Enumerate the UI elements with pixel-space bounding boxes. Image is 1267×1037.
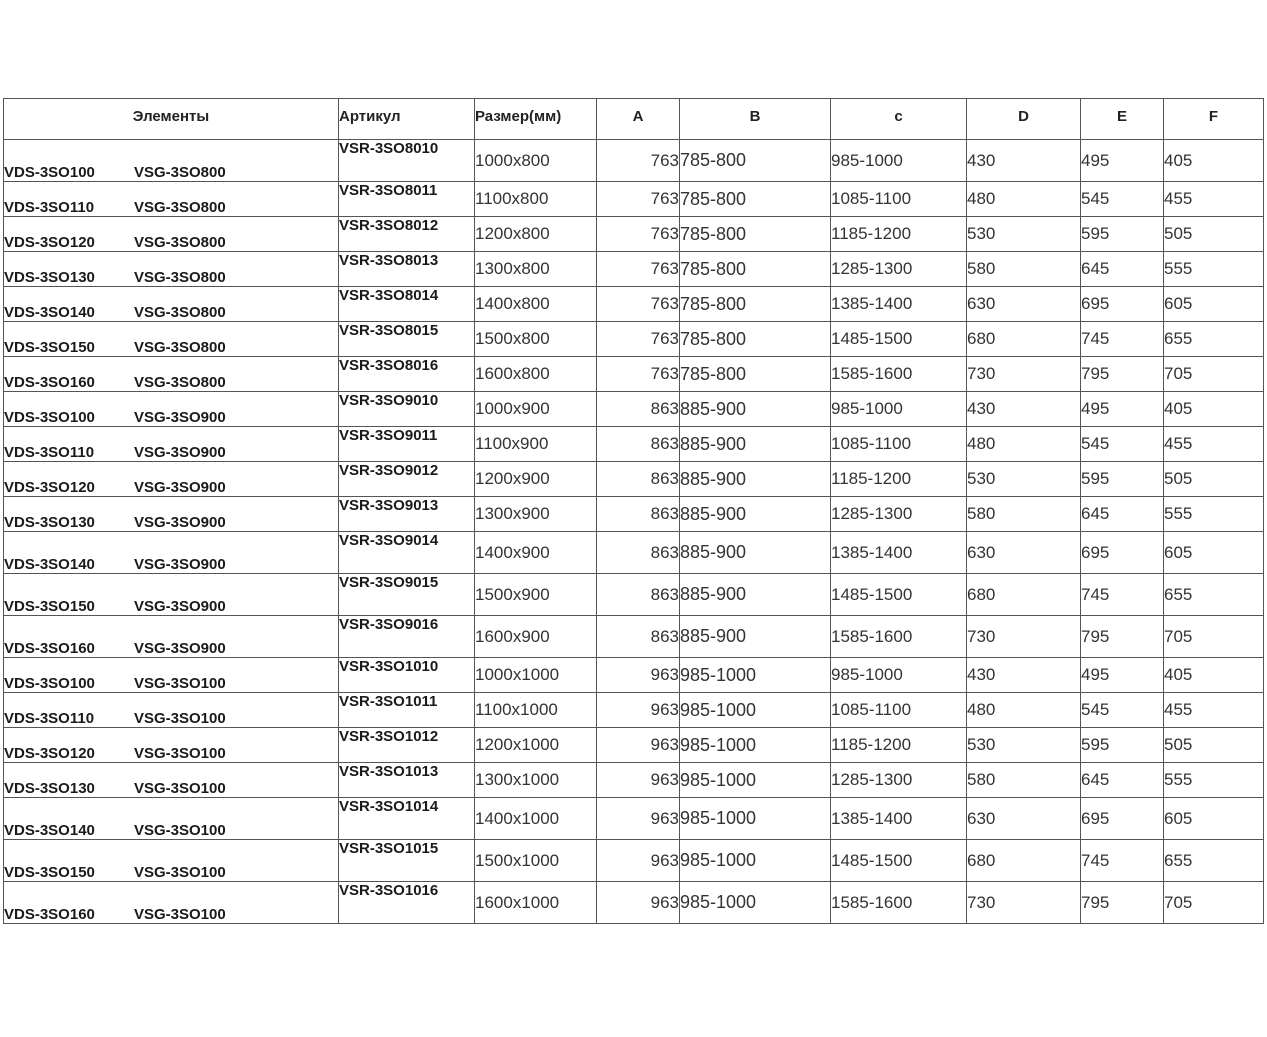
dimension-d-cell: 530 xyxy=(967,728,1081,763)
door-code: VDS-3SO130 xyxy=(4,514,95,531)
elements-cell xyxy=(4,616,339,658)
dimension-f-cell: 405 xyxy=(1164,392,1264,427)
header-c: c xyxy=(831,99,967,140)
dimension-a-cell: 763 xyxy=(597,140,680,182)
glass-code: VSG-3SO900 xyxy=(134,409,226,426)
dimension-b-cell: 985-1000 xyxy=(680,658,831,693)
header-size: Размер(мм) xyxy=(475,99,597,140)
article-cell: VSR-3SO8011 xyxy=(339,182,475,217)
dimension-d-cell: 480 xyxy=(967,182,1081,217)
dimension-f-cell: 605 xyxy=(1164,287,1264,322)
door-code: VDS-3SO140 xyxy=(4,822,95,839)
dimension-c-cell: 1085-1100 xyxy=(831,182,967,217)
article-cell: VSR-3SO8014 xyxy=(339,287,475,322)
dimension-c-cell: 1585-1600 xyxy=(831,616,967,658)
door-code: VDS-3SO120 xyxy=(4,745,95,762)
article-cell: VSR-3SO9015 xyxy=(339,574,475,616)
dimension-c-cell: 985-1000 xyxy=(831,658,967,693)
article-cell: VSR-3SO8013 xyxy=(339,252,475,287)
door-code: VDS-3SO120 xyxy=(4,234,95,251)
dimension-a-cell: 763 xyxy=(597,287,680,322)
door-code: VDS-3SO120 xyxy=(4,479,95,496)
glass-code: VSG-3SO800 xyxy=(134,269,226,286)
glass-code: VSG-3SO900 xyxy=(134,640,226,657)
dimension-d-cell: 630 xyxy=(967,532,1081,574)
elements-cell xyxy=(4,462,339,497)
dimension-a-cell: 763 xyxy=(597,357,680,392)
size-cell: 1300x800 xyxy=(475,252,597,287)
elements-cell xyxy=(4,427,339,462)
dimension-e-cell: 595 xyxy=(1081,728,1164,763)
dimension-b-cell: 785-800 xyxy=(680,140,831,182)
size-cell: 1500x900 xyxy=(475,574,597,616)
dimension-e-cell: 545 xyxy=(1081,693,1164,728)
dimension-d-cell: 680 xyxy=(967,840,1081,882)
dimension-c-cell: 985-1000 xyxy=(831,392,967,427)
door-code: VDS-3SO160 xyxy=(4,640,95,657)
door-code: VDS-3SO140 xyxy=(4,304,95,321)
dimension-f-cell: 705 xyxy=(1164,616,1264,658)
dimension-d-cell: 480 xyxy=(967,693,1081,728)
dimension-c-cell: 1185-1200 xyxy=(831,217,967,252)
elements-cell xyxy=(4,287,339,322)
dimension-c-cell: 1485-1500 xyxy=(831,840,967,882)
size-cell: 1600x800 xyxy=(475,357,597,392)
elements-cell xyxy=(4,252,339,287)
dimension-b-cell: 785-800 xyxy=(680,182,831,217)
dimension-b-cell: 785-800 xyxy=(680,217,831,252)
glass-code: VSG-3SO100 xyxy=(134,864,226,881)
table-row xyxy=(4,532,1264,574)
header-a: A xyxy=(597,99,680,140)
elements-cell xyxy=(4,182,339,217)
header-row xyxy=(4,99,1264,140)
size-cell: 1100x800 xyxy=(475,182,597,217)
dimension-f-cell: 455 xyxy=(1164,693,1264,728)
header-elements: Элементы xyxy=(4,99,339,140)
door-code: VDS-3SO110 xyxy=(4,199,95,216)
dimension-c-cell: 1485-1500 xyxy=(831,322,967,357)
dimension-e-cell: 645 xyxy=(1081,497,1164,532)
dimension-c-cell: 1285-1300 xyxy=(831,763,967,798)
dimension-a-cell: 863 xyxy=(597,532,680,574)
article-cell: VSR-3SO9011 xyxy=(339,427,475,462)
door-code: VDS-3SO160 xyxy=(4,374,95,391)
door-code: VDS-3SO130 xyxy=(4,269,95,286)
spec-table xyxy=(3,98,1264,924)
size-cell: 1300x1000 xyxy=(475,763,597,798)
table-row xyxy=(4,427,1264,462)
size-cell: 1200x1000 xyxy=(475,728,597,763)
door-code: VDS-3SO110 xyxy=(4,444,95,461)
dimension-a-cell: 963 xyxy=(597,658,680,693)
dimension-a-cell: 763 xyxy=(597,217,680,252)
dimension-f-cell: 605 xyxy=(1164,532,1264,574)
dimension-e-cell: 595 xyxy=(1081,462,1164,497)
dimension-f-cell: 555 xyxy=(1164,252,1264,287)
dimension-f-cell: 555 xyxy=(1164,497,1264,532)
dimension-d-cell: 580 xyxy=(967,497,1081,532)
dimension-b-cell: 885-900 xyxy=(680,427,831,462)
article-cell: VSR-3SO1010 xyxy=(339,658,475,693)
article-cell: VSR-3SO9012 xyxy=(339,462,475,497)
dimension-b-cell: 985-1000 xyxy=(680,882,831,924)
dimension-d-cell: 530 xyxy=(967,217,1081,252)
dimension-e-cell: 745 xyxy=(1081,840,1164,882)
article-cell: VSR-3SO9013 xyxy=(339,497,475,532)
table-row xyxy=(4,357,1264,392)
dimension-c-cell: 1185-1200 xyxy=(831,728,967,763)
size-cell: 1400x800 xyxy=(475,287,597,322)
glass-code: VSG-3SO900 xyxy=(134,444,226,461)
dimension-b-cell: 885-900 xyxy=(680,497,831,532)
dimension-b-cell: 885-900 xyxy=(680,392,831,427)
dimension-b-cell: 785-800 xyxy=(680,322,831,357)
glass-code: VSG-3SO100 xyxy=(134,906,226,923)
table-body xyxy=(4,140,1264,924)
dimension-d-cell: 580 xyxy=(967,252,1081,287)
dimension-d-cell: 630 xyxy=(967,287,1081,322)
dimension-e-cell: 795 xyxy=(1081,882,1164,924)
table-row xyxy=(4,728,1264,763)
table-row xyxy=(4,140,1264,182)
size-cell: 1600x1000 xyxy=(475,882,597,924)
dimension-f-cell: 655 xyxy=(1164,840,1264,882)
glass-code: VSG-3SO100 xyxy=(134,780,226,797)
dimension-b-cell: 785-800 xyxy=(680,287,831,322)
dimension-b-cell: 885-900 xyxy=(680,574,831,616)
glass-code: VSG-3SO100 xyxy=(134,745,226,762)
elements-cell xyxy=(4,497,339,532)
dimension-b-cell: 785-800 xyxy=(680,252,831,287)
dimension-a-cell: 863 xyxy=(597,616,680,658)
elements-cell xyxy=(4,322,339,357)
elements-cell xyxy=(4,763,339,798)
glass-code: VSG-3SO100 xyxy=(134,710,226,727)
table-row xyxy=(4,322,1264,357)
dimension-b-cell: 885-900 xyxy=(680,462,831,497)
dimension-e-cell: 695 xyxy=(1081,798,1164,840)
table-row xyxy=(4,252,1264,287)
dimension-b-cell: 885-900 xyxy=(680,532,831,574)
size-cell: 1300x900 xyxy=(475,497,597,532)
table-row xyxy=(4,798,1264,840)
dimension-e-cell: 645 xyxy=(1081,763,1164,798)
dimension-e-cell: 745 xyxy=(1081,322,1164,357)
dimension-f-cell: 455 xyxy=(1164,182,1264,217)
dimension-a-cell: 863 xyxy=(597,462,680,497)
glass-code: VSG-3SO800 xyxy=(134,374,226,391)
dimension-e-cell: 495 xyxy=(1081,140,1164,182)
header-e: E xyxy=(1081,99,1164,140)
dimension-d-cell: 730 xyxy=(967,357,1081,392)
dimension-f-cell: 605 xyxy=(1164,798,1264,840)
dimension-e-cell: 595 xyxy=(1081,217,1164,252)
glass-code: VSG-3SO900 xyxy=(134,514,226,531)
elements-cell xyxy=(4,217,339,252)
size-cell: 1600x900 xyxy=(475,616,597,658)
dimension-f-cell: 655 xyxy=(1164,574,1264,616)
dimension-a-cell: 763 xyxy=(597,182,680,217)
dimension-c-cell: 1585-1600 xyxy=(831,882,967,924)
dimension-a-cell: 763 xyxy=(597,252,680,287)
dimension-d-cell: 730 xyxy=(967,882,1081,924)
table-row xyxy=(4,693,1264,728)
dimension-f-cell: 505 xyxy=(1164,462,1264,497)
elements-cell xyxy=(4,574,339,616)
dimension-b-cell: 785-800 xyxy=(680,357,831,392)
dimension-a-cell: 963 xyxy=(597,882,680,924)
size-cell: 1200x800 xyxy=(475,217,597,252)
elements-cell xyxy=(4,693,339,728)
size-cell: 1200x900 xyxy=(475,462,597,497)
dimension-b-cell: 985-1000 xyxy=(680,763,831,798)
size-cell: 1500x800 xyxy=(475,322,597,357)
size-cell: 1500x1000 xyxy=(475,840,597,882)
dimension-a-cell: 963 xyxy=(597,798,680,840)
table-row xyxy=(4,658,1264,693)
dimension-c-cell: 1185-1200 xyxy=(831,462,967,497)
header-article: Артикул xyxy=(339,99,475,140)
door-code: VDS-3SO100 xyxy=(4,409,95,426)
door-code: VDS-3SO140 xyxy=(4,556,95,573)
dimension-a-cell: 863 xyxy=(597,574,680,616)
table-row xyxy=(4,287,1264,322)
elements-cell xyxy=(4,728,339,763)
dimension-c-cell: 1085-1100 xyxy=(831,427,967,462)
size-cell: 1100x1000 xyxy=(475,693,597,728)
elements-cell xyxy=(4,840,339,882)
dimension-e-cell: 545 xyxy=(1081,182,1164,217)
glass-code: VSG-3SO800 xyxy=(134,234,226,251)
dimension-f-cell: 405 xyxy=(1164,140,1264,182)
dimension-f-cell: 505 xyxy=(1164,217,1264,252)
dimension-d-cell: 430 xyxy=(967,392,1081,427)
dimension-d-cell: 480 xyxy=(967,427,1081,462)
article-cell: VSR-3SO8012 xyxy=(339,217,475,252)
elements-cell xyxy=(4,882,339,924)
dimension-c-cell: 1085-1100 xyxy=(831,693,967,728)
table-row xyxy=(4,182,1264,217)
elements-cell xyxy=(4,392,339,427)
dimension-a-cell: 963 xyxy=(597,763,680,798)
article-cell: VSR-3SO9016 xyxy=(339,616,475,658)
article-cell: VSR-3SO8016 xyxy=(339,357,475,392)
table-row xyxy=(4,462,1264,497)
glass-code: VSG-3SO100 xyxy=(134,822,226,839)
dimension-c-cell: 1385-1400 xyxy=(831,532,967,574)
dimension-e-cell: 695 xyxy=(1081,287,1164,322)
size-cell: 1400x1000 xyxy=(475,798,597,840)
size-cell: 1000x900 xyxy=(475,392,597,427)
glass-code: VSG-3SO800 xyxy=(134,339,226,356)
door-code: VDS-3SO150 xyxy=(4,864,95,881)
table-row xyxy=(4,574,1264,616)
door-code: VDS-3SO100 xyxy=(4,164,95,181)
dimension-d-cell: 430 xyxy=(967,658,1081,693)
dimension-c-cell: 1585-1600 xyxy=(831,357,967,392)
dimension-f-cell: 705 xyxy=(1164,882,1264,924)
dimension-a-cell: 963 xyxy=(597,693,680,728)
dimension-b-cell: 985-1000 xyxy=(680,798,831,840)
dimension-e-cell: 645 xyxy=(1081,252,1164,287)
article-cell: VSR-3SO8010 xyxy=(339,140,475,182)
dimension-f-cell: 455 xyxy=(1164,427,1264,462)
dimension-d-cell: 580 xyxy=(967,763,1081,798)
dimension-a-cell: 863 xyxy=(597,497,680,532)
door-code: VDS-3SO160 xyxy=(4,906,95,923)
glass-code: VSG-3SO800 xyxy=(134,304,226,321)
glass-code: VSG-3SO900 xyxy=(134,556,226,573)
table-row xyxy=(4,217,1264,252)
dimension-f-cell: 705 xyxy=(1164,357,1264,392)
dimension-e-cell: 795 xyxy=(1081,616,1164,658)
size-cell: 1400x900 xyxy=(475,532,597,574)
dimension-a-cell: 963 xyxy=(597,728,680,763)
dimension-c-cell: 1485-1500 xyxy=(831,574,967,616)
header-b: B xyxy=(680,99,831,140)
elements-cell xyxy=(4,140,339,182)
door-code: VDS-3SO130 xyxy=(4,780,95,797)
article-cell: VSR-3SO9010 xyxy=(339,392,475,427)
article-cell: VSR-3SO1013 xyxy=(339,763,475,798)
table-header xyxy=(4,99,1264,140)
article-cell: VSR-3SO1016 xyxy=(339,882,475,924)
elements-cell xyxy=(4,798,339,840)
dimension-d-cell: 680 xyxy=(967,574,1081,616)
dimension-c-cell: 1285-1300 xyxy=(831,252,967,287)
dimension-f-cell: 405 xyxy=(1164,658,1264,693)
dimension-a-cell: 863 xyxy=(597,392,680,427)
table-row xyxy=(4,882,1264,924)
dimension-a-cell: 763 xyxy=(597,322,680,357)
table-row xyxy=(4,763,1264,798)
article-cell: VSR-3SO1012 xyxy=(339,728,475,763)
dimension-d-cell: 680 xyxy=(967,322,1081,357)
article-cell: VSR-3SO9014 xyxy=(339,532,475,574)
glass-code: VSG-3SO100 xyxy=(134,675,226,692)
dimension-d-cell: 730 xyxy=(967,616,1081,658)
size-cell: 1000x800 xyxy=(475,140,597,182)
elements-cell xyxy=(4,532,339,574)
glass-code: VSG-3SO800 xyxy=(134,164,226,181)
dimension-e-cell: 495 xyxy=(1081,658,1164,693)
table-row xyxy=(4,616,1264,658)
elements-cell xyxy=(4,658,339,693)
dimension-e-cell: 545 xyxy=(1081,427,1164,462)
door-code: VDS-3SO110 xyxy=(4,710,95,727)
article-cell: VSR-3SO8015 xyxy=(339,322,475,357)
size-cell: 1100x900 xyxy=(475,427,597,462)
dimension-b-cell: 985-1000 xyxy=(680,840,831,882)
dimension-e-cell: 795 xyxy=(1081,357,1164,392)
dimension-e-cell: 695 xyxy=(1081,532,1164,574)
dimension-e-cell: 745 xyxy=(1081,574,1164,616)
glass-code: VSG-3SO900 xyxy=(134,598,226,615)
dimension-c-cell: 985-1000 xyxy=(831,140,967,182)
article-cell: VSR-3SO1014 xyxy=(339,798,475,840)
dimension-c-cell: 1385-1400 xyxy=(831,287,967,322)
door-code: VDS-3SO100 xyxy=(4,675,95,692)
size-cell: 1000x1000 xyxy=(475,658,597,693)
glass-code: VSG-3SO900 xyxy=(134,479,226,496)
dimension-c-cell: 1285-1300 xyxy=(831,497,967,532)
dimension-f-cell: 555 xyxy=(1164,763,1264,798)
dimension-a-cell: 963 xyxy=(597,840,680,882)
dimension-c-cell: 1385-1400 xyxy=(831,798,967,840)
door-code: VDS-3SO150 xyxy=(4,339,95,356)
table-row xyxy=(4,392,1264,427)
article-cell: VSR-3SO1015 xyxy=(339,840,475,882)
table-row xyxy=(4,840,1264,882)
table-row xyxy=(4,497,1264,532)
dimension-f-cell: 505 xyxy=(1164,728,1264,763)
dimension-a-cell: 863 xyxy=(597,427,680,462)
door-code: VDS-3SO150 xyxy=(4,598,95,615)
dimension-b-cell: 985-1000 xyxy=(680,693,831,728)
header-f: F xyxy=(1164,99,1264,140)
dimension-f-cell: 655 xyxy=(1164,322,1264,357)
elements-cell xyxy=(4,357,339,392)
dimension-d-cell: 530 xyxy=(967,462,1081,497)
dimension-b-cell: 985-1000 xyxy=(680,728,831,763)
dimension-d-cell: 430 xyxy=(967,140,1081,182)
dimension-e-cell: 495 xyxy=(1081,392,1164,427)
glass-code: VSG-3SO800 xyxy=(134,199,226,216)
dimension-b-cell: 885-900 xyxy=(680,616,831,658)
header-d: D xyxy=(967,99,1081,140)
article-cell: VSR-3SO1011 xyxy=(339,693,475,728)
dimension-d-cell: 630 xyxy=(967,798,1081,840)
